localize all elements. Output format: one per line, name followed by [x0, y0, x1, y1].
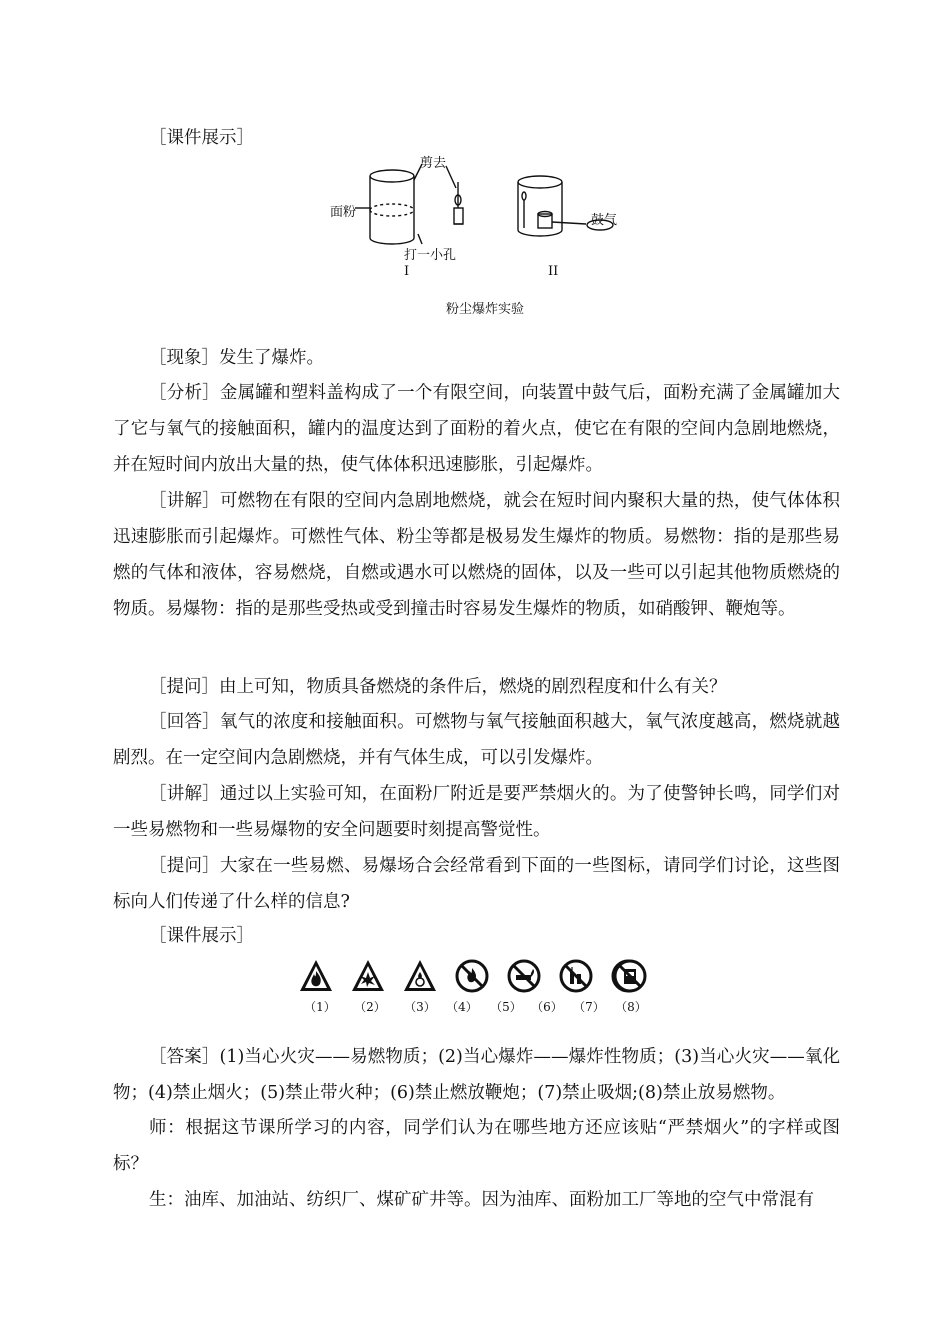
paragraph-analysis: ［分析］金属罐和塑料盖构成了一个有限空间，向装置中鼓气后，面粉充满了金属罐加大了它与氧气的接触面积，罐内的温度达到了面粉的着火点，使它在有限的空间内急剧地燃烧，并在短时间内放出大量的热，使气体体积迅速膨胀，引起爆炸。: [113, 383, 840, 475]
section-heading-show1: ［课件展示］: [149, 128, 254, 148]
section-heading-show2: ［课件展示］: [149, 926, 254, 946]
label-figure-one: I: [404, 264, 410, 279]
paragraph-explain-two: ［讲解］通过以上实验可知，在面粉厂附近是要严禁烟火的。为了使警钟长鸣，同学们对一些易燃物和一些易爆物的安全问题要时刻提高警觉性。: [113, 784, 840, 840]
flame-warning-icon: [298, 958, 334, 994]
icon-number-8: （8）: [615, 1000, 647, 1014]
figure-caption: 粉尘爆炸实验: [445, 302, 524, 317]
explosion-warning-icon: [350, 958, 386, 994]
dust-explosion-diagram: [318, 152, 638, 282]
label-flour: 面粉: [330, 205, 357, 220]
icon-number-5: （5）: [490, 1000, 522, 1014]
can-one: [355, 164, 463, 244]
label-blow: 鼓气: [591, 213, 618, 228]
no-flammables-icon: [612, 958, 648, 994]
paragraph-question-two: ［提问］大家在一些易燃、易爆场合会经常看到下面的一些图标，请同学们讨论，这些图标向人们传递了什么样的信息?: [113, 856, 840, 912]
no-fireworks-icon: [558, 958, 594, 994]
paragraph-teacher: 师：根据这节课所学习的内容，同学们认为在哪些地方还应该贴“严禁烟火”的字样或图标？: [113, 1118, 840, 1174]
icon-number-7: （7）: [573, 1000, 605, 1014]
paragraph-question-one: ［提问］由上可知，物质具备燃烧的条件后，燃烧的剧烈程度和什么有关？: [149, 677, 727, 697]
label-cut: 剪去: [420, 156, 447, 171]
paragraph-explain-one: ［讲解］可燃物在有限的空间内急剧地燃烧，就会在短时间内聚积大量的热，使气体体积迅速膨胀而引起爆炸。可燃性气体、粉尘等都是极易发生爆炸的物质。易燃物：指的是那些易燃的气体和液体，容易燃烧，自燃或遇水可以燃烧的固体，以及一些可以引起其他物质燃烧的物质。易爆物：指的是那些受热或受到撞击时容易发生爆炸的物质，如硝酸钾、鞭炮等。: [113, 491, 840, 619]
label-hole: 打一小孔: [404, 248, 457, 263]
paragraph-student: 生：油库、加油站、纺织厂、煤矿矿井等。因为油库、面粉加工厂等地的空气中常混有: [149, 1190, 814, 1210]
icon-number-3: （3）: [404, 1000, 436, 1014]
paragraph-phenomenon: ［现象］发生了爆炸。: [149, 348, 324, 368]
no-kindling-icon: [506, 958, 542, 994]
icon-number-2: （2）: [354, 1000, 386, 1014]
label-figure-two: II: [548, 264, 559, 279]
paragraph-answer-two: ［答案］(1)当心火灾——易燃物质；(2)当心爆炸——爆炸性物质；(3)当心火灾——氧化物；(4)禁止烟火；(5)禁止带火种；(6)禁止燃放鞭炮；(7)禁止吸烟;(8)禁止放易燃物。: [113, 1047, 840, 1103]
icon-number-4: （4）: [446, 1000, 478, 1014]
paragraph-answer-one: ［回答］氧气的浓度和接触面积。可燃物与氧气接触面积越大，氧气浓度越高，燃烧就越剧烈。在一定空间内急剧燃烧，并有气体生成，可以引发爆炸。: [113, 712, 840, 768]
no-fire-icon: [454, 958, 490, 994]
icon-number-6: （6）: [531, 1000, 563, 1014]
oxidizer-warning-icon: [402, 958, 438, 994]
icon-number-1: （1）: [304, 1000, 336, 1014]
